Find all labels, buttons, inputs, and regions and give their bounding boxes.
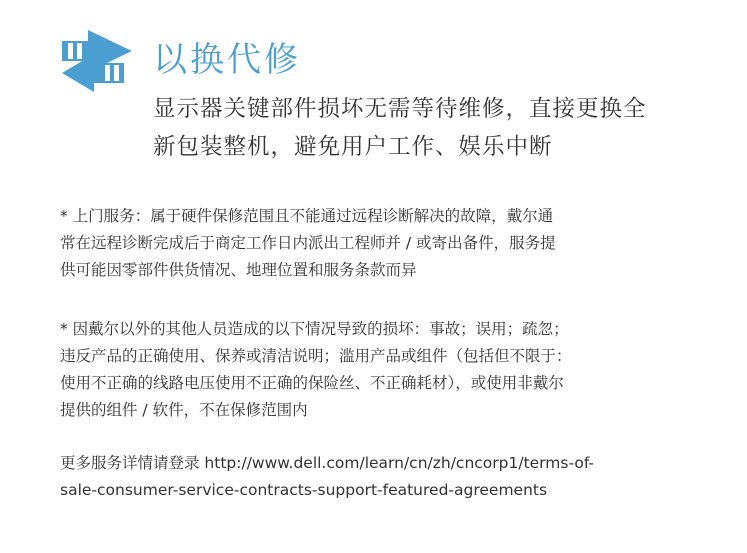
more-info-line: sale-consumer-service-contracts-support-featured-agreements: [60, 481, 548, 499]
note-line: 使用不正确的线路电压使用不正确的保险丝、不正确耗材），或使用非戴尔: [60, 374, 564, 392]
exchange-arrows-icon: [62, 30, 132, 96]
note-onsite-service: [60, 203, 700, 284]
subtitle-line: 显示器关键部件损坏无需等待维修，直接更换全: [153, 96, 647, 122]
more-info-link[interactable]: [60, 450, 700, 504]
note-line: 违反产品的正确使用、保养或清洁说明；滥用产品或组件（包括但不限于：: [60, 347, 572, 365]
note-exclusions: [60, 316, 700, 424]
note-line: 供可能因零部件供货情况、地理位置和服务条款而异: [60, 261, 417, 279]
note-line: 常在远程诊断完成后于商定工作日内派出工程师并 / 或寄出备件，服务提: [60, 234, 556, 252]
note-line: * 因戴尔以外的其他人员造成的以下情况导致的损坏：事故；误用；疏忽；: [60, 320, 569, 338]
more-info-line: 更多服务详情请登录 http://www.dell.com/learn/cn/zh/cncorp1/terms-of-: [60, 454, 595, 472]
section-title: 以换代修: [153, 40, 301, 80]
section-subtitle: [153, 90, 713, 166]
note-line: 提供的组件 / 软件，不在保修范围内: [60, 401, 308, 419]
subtitle-line: 新包装整机，避免用户工作、娱乐中断: [153, 134, 553, 160]
note-line: * 上门服务：属于硬件保修范围且不能通过远程诊断解决的故障，戴尔通: [60, 207, 554, 225]
